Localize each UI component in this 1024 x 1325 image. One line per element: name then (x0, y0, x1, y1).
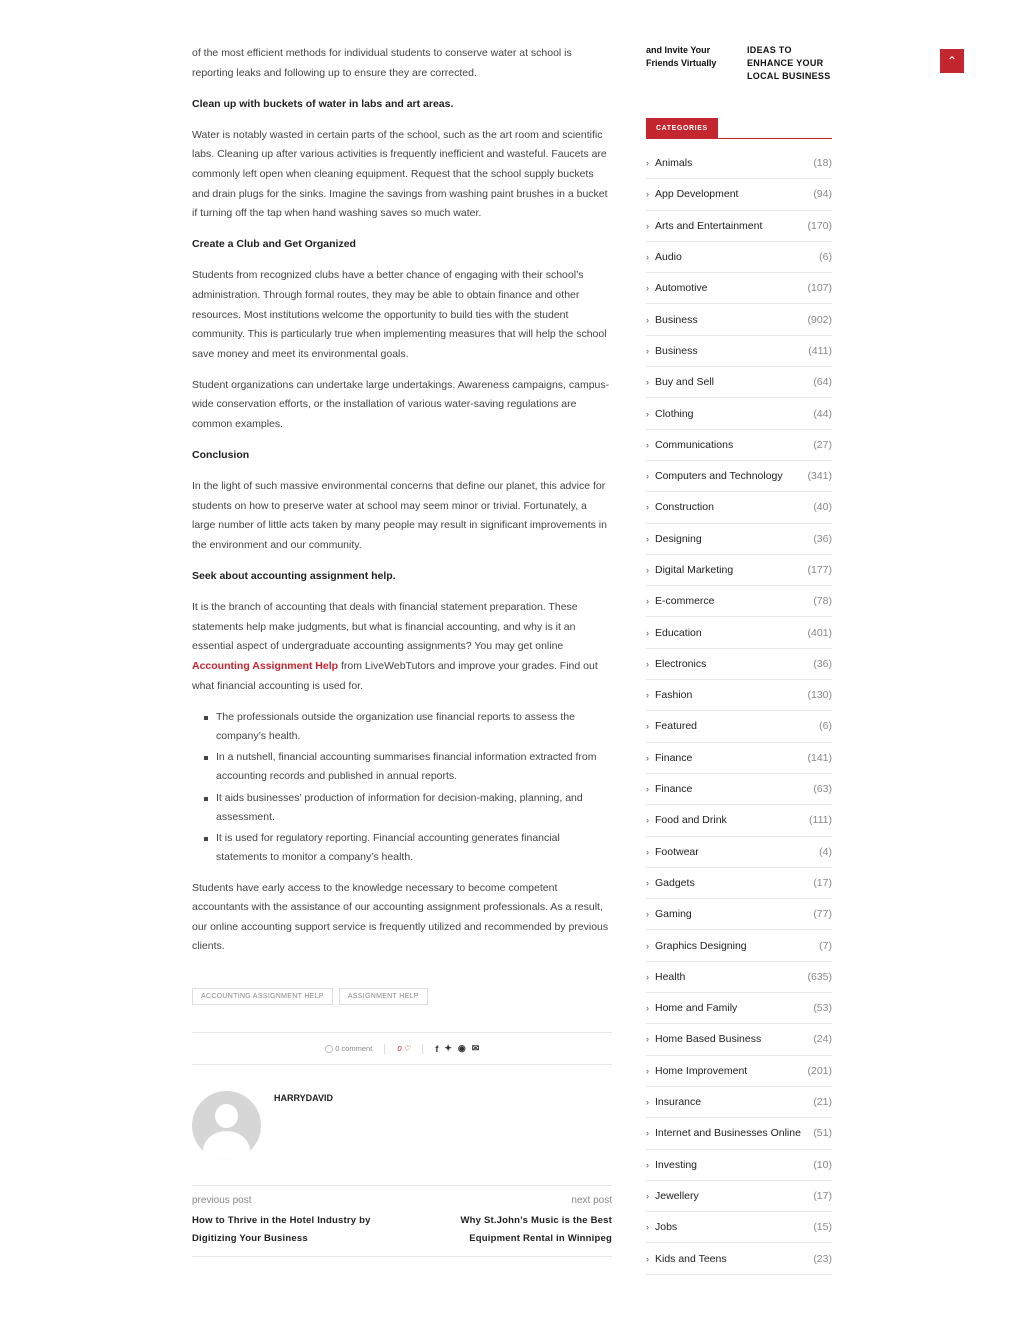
category-item[interactable] (646, 524, 832, 555)
comments-link[interactable] (325, 1044, 373, 1053)
chevron-right-icon: › (646, 158, 649, 169)
category-item[interactable] (646, 430, 832, 461)
category-item[interactable] (646, 242, 832, 273)
category-name: Home and Family (655, 1002, 738, 1015)
category-item[interactable] (646, 743, 832, 774)
category-item[interactable] (646, 680, 832, 711)
category-count: (177) (807, 564, 832, 576)
chevron-right-icon: › (646, 1003, 649, 1014)
category-count: (6) (819, 720, 832, 733)
category-name: Finance (655, 783, 693, 796)
category-count: (902) (807, 313, 832, 326)
category-count: (15) (813, 1221, 832, 1234)
category-count: (411) (808, 344, 832, 357)
chevron-right-icon: › (646, 1097, 649, 1108)
paragraph (192, 598, 612, 696)
post-navigation (192, 1185, 612, 1257)
category-item[interactable] (646, 179, 832, 210)
category-count: (130) (807, 689, 832, 702)
category-count: (78) (813, 595, 832, 608)
category-count: (341) (807, 470, 832, 483)
category-name: Audio (655, 251, 682, 264)
category-item[interactable] (646, 1024, 832, 1055)
category-name: Kids and Teens (655, 1252, 727, 1265)
chevron-right-icon: › (646, 658, 649, 669)
category-count: (23) (813, 1252, 832, 1265)
category-link[interactable] (646, 752, 692, 764)
category-name: Investing (655, 1158, 698, 1171)
category-item[interactable] (646, 586, 832, 617)
chevron-right-icon: › (646, 471, 649, 482)
chevron-right-icon: › (646, 971, 649, 982)
category-name: Communications (655, 438, 734, 451)
category-item[interactable] (646, 899, 832, 930)
category-item[interactable] (646, 993, 832, 1024)
category-item[interactable] (646, 555, 832, 586)
paragraph: Student organizations can undertake large undertakings. Awareness campaigns, campus-wide conservation efforts, or the installation of various water-saving regulations are common examples. (192, 378, 610, 430)
category-count: (44) (813, 407, 832, 420)
back-to-top-button[interactable] (940, 49, 964, 73)
category-item[interactable] (646, 1118, 832, 1149)
category-count: (401) (807, 626, 832, 639)
chevron-right-icon: › (646, 940, 649, 951)
category-link[interactable] (646, 971, 685, 983)
category-name: Jewellery (655, 1189, 699, 1202)
article-content (192, 44, 612, 1257)
paragraph-text: from LiveWebTutors and improve your grades. Find out what financial accounting is used for. (192, 659, 598, 692)
section-heading: Seek about accounting assignment help. (192, 570, 396, 583)
category-item[interactable] (646, 336, 832, 367)
category-item[interactable] (646, 211, 832, 242)
category-count: (17) (813, 876, 832, 889)
next-post (422, 1195, 612, 1246)
category-name: Gadgets (655, 876, 695, 889)
category-name: Electronics (655, 657, 707, 670)
chevron-right-icon: › (646, 439, 649, 450)
chevron-right-icon: › (646, 909, 649, 920)
category-count: (18) (813, 157, 832, 170)
chevron-up-icon: ⌃ (946, 54, 958, 68)
related-post-text: and Invite Your Friends Virtually (646, 45, 717, 68)
category-item[interactable] (646, 398, 832, 429)
category-name: Featured (655, 720, 698, 733)
category-name: Food and Drink (655, 814, 727, 827)
category-link[interactable] (646, 689, 692, 701)
share-bar (192, 1032, 612, 1065)
paragraph: of the most efficient methods for individual students to conserve water at school is reporting leaks and following up to ensure they are corrected. (192, 47, 572, 79)
category-link[interactable] (646, 314, 698, 326)
like-count: 0 (397, 1044, 402, 1053)
section-heading: Create a Club and Get Organized (192, 238, 356, 251)
category-count: (6) (819, 251, 832, 264)
category-item[interactable] (646, 868, 832, 899)
pinterest-icon[interactable]: ◉ (457, 1043, 466, 1053)
previous-post-title[interactable]: How to Thrive in the Hotel Industry by Digitizing Your Business (192, 1215, 371, 1244)
category-name: Clothing (655, 407, 694, 420)
category-name: Footwear (655, 845, 699, 858)
category-link[interactable] (646, 282, 708, 294)
accounting-assignment-help-link[interactable]: Accounting Assignment Help (192, 659, 339, 672)
category-link[interactable] (646, 251, 682, 263)
chevron-right-icon: › (646, 502, 649, 513)
category-count: (64) (813, 376, 832, 389)
category-item[interactable] (646, 962, 832, 993)
paragraph: In the light of such massive environmental concerns that define our planet, this advice for students on how to preserve water at school may seem minor or trivial. Fortunately, a large number of little acts taken by many people may result in significant improvements in the environment and our community. (192, 480, 607, 551)
category-count: (21) (813, 1096, 832, 1109)
category-item[interactable] (646, 649, 832, 680)
comment-icon: ◯ (324, 1044, 334, 1053)
avatar-body (203, 1131, 250, 1160)
previous-post (192, 1195, 382, 1246)
category-name: Arts and Entertainment (655, 219, 763, 232)
category-name: Construction (655, 501, 714, 514)
category-name: Gaming (655, 908, 692, 921)
chevron-right-icon: › (646, 627, 649, 638)
chevron-right-icon: › (646, 690, 649, 701)
chevron-right-icon: › (646, 1065, 649, 1076)
category-item[interactable] (646, 304, 832, 335)
avatar (192, 1091, 261, 1160)
category-link[interactable] (646, 1033, 761, 1045)
category-link[interactable] (646, 1127, 801, 1139)
category-name: Insurance (655, 1096, 702, 1109)
category-link[interactable] (646, 376, 714, 388)
next-post-title[interactable]: Why St.John’s Music is the Best Equipment Rental in Winnipeg (460, 1215, 612, 1244)
category-item[interactable] (646, 273, 832, 304)
category-link[interactable] (646, 157, 692, 169)
chevron-right-icon: › (646, 377, 649, 388)
category-link[interactable] (646, 220, 762, 232)
chevron-right-icon: › (646, 345, 649, 356)
category-count: (635) (807, 970, 832, 983)
category-link[interactable] (646, 908, 692, 920)
category-item[interactable] (646, 1056, 832, 1087)
chevron-right-icon: › (646, 283, 649, 294)
category-name: Internet and Businesses Online (655, 1127, 801, 1140)
category-item[interactable] (646, 837, 832, 868)
related-posts (646, 44, 832, 83)
sidebar (646, 44, 832, 1275)
categories-title: CATEGORIES (646, 118, 718, 139)
section-heading: Conclusion (192, 449, 250, 462)
next-post-label: next post (571, 1195, 612, 1206)
category-link[interactable] (646, 188, 738, 200)
category-count: (27) (813, 438, 832, 451)
chevron-right-icon: › (646, 846, 649, 857)
chevron-right-icon: › (646, 784, 649, 795)
category-item[interactable] (646, 774, 832, 805)
chevron-right-icon: › (646, 721, 649, 732)
category-link[interactable] (646, 470, 783, 482)
category-name: Home Based Business (655, 1033, 762, 1046)
category-item[interactable] (646, 930, 832, 961)
category-name: App Development (655, 188, 739, 201)
category-item[interactable] (646, 805, 832, 836)
chevron-right-icon: › (646, 252, 649, 263)
category-name: Health (655, 970, 686, 983)
category-link[interactable] (646, 533, 702, 545)
list-item: It aids businesses’ production of information for decision-making, planning, and assessment. (216, 789, 612, 827)
divider (422, 1044, 423, 1054)
category-link[interactable] (646, 940, 747, 952)
category-count: (201) (807, 1064, 832, 1077)
chevron-right-icon: › (646, 1253, 649, 1264)
category-name: Computers and Technology (655, 470, 783, 483)
chevron-right-icon: › (646, 1222, 649, 1233)
category-link[interactable] (646, 877, 695, 889)
category-item[interactable] (646, 1212, 832, 1243)
category-item[interactable] (646, 461, 832, 492)
paragraph-text: It is the branch of accounting that deals with financial statement preparation. These statements help make judgments, but what is financial accounting, and why is it an essential aspect of undergraduate accounting assignments? You may get online (192, 601, 578, 653)
categories-header (646, 117, 832, 139)
category-count: (63) (813, 783, 832, 796)
previous-post-label: previous post (192, 1195, 252, 1206)
chevron-right-icon: › (646, 565, 649, 575)
email-icon[interactable]: ✉ (471, 1043, 480, 1053)
tag-accounting-assignment-help[interactable]: ACCOUNTING ASSIGNMENT HELP (192, 988, 333, 1005)
category-name: Automotive (655, 282, 708, 295)
category-item[interactable] (646, 492, 832, 523)
section-heading: Clean up with buckets of water in labs and art areas. (192, 97, 454, 110)
category-count: (36) (813, 657, 832, 670)
category-link[interactable] (646, 658, 706, 670)
category-count: (170) (807, 219, 832, 232)
chevron-right-icon: › (646, 815, 649, 826)
category-count: (111) (809, 814, 832, 827)
category-link[interactable] (646, 1253, 727, 1265)
category-name: Business (655, 313, 698, 326)
category-count: (10) (813, 1158, 832, 1171)
category-count: (36) (813, 532, 832, 545)
category-count: (53) (813, 1002, 832, 1015)
category-link[interactable] (646, 595, 715, 607)
category-link[interactable] (646, 1221, 677, 1233)
category-name: Fashion (655, 689, 693, 702)
category-item[interactable] (646, 148, 832, 179)
category-link[interactable] (646, 1096, 701, 1108)
category-name: Jobs (655, 1221, 678, 1234)
chevron-right-icon: › (646, 220, 649, 231)
category-count: (17) (813, 1189, 832, 1202)
category-link[interactable] (646, 408, 694, 420)
tag-list (192, 988, 612, 1005)
category-link[interactable] (646, 501, 714, 513)
related-post-text: IDEAS TO ENHANCE YOUR LOCAL BUSINESS (747, 45, 831, 81)
author-name[interactable]: HARRYDAVID (274, 1093, 334, 1103)
category-count: (77) (813, 908, 832, 921)
category-count: (107) (807, 282, 832, 295)
chevron-right-icon: › (646, 752, 649, 763)
paragraph: Students from recognized clubs have a better chance of engaging with their school’s administration. Through formal routes, they may be able to obtain finance and other resources. Most institutions welcome the opportunity to build ties with the student community. This is particularly true when implementing measures that will help the school save money and meet its environmental goals. (192, 269, 607, 360)
category-name: E-commerce (655, 595, 715, 608)
category-link[interactable] (646, 1002, 737, 1014)
category-link[interactable] (646, 814, 727, 826)
chevron-right-icon: › (646, 314, 649, 325)
category-name: Animals (655, 157, 693, 170)
tag-assignment-help[interactable]: ASSIGNMENT HELP (339, 988, 428, 1005)
category-item[interactable] (646, 617, 832, 648)
facebook-icon[interactable]: f (435, 1043, 439, 1054)
category-link[interactable] (646, 1065, 747, 1077)
related-post-title[interactable] (646, 44, 734, 83)
category-name: Finance (655, 751, 693, 764)
list-item: The professionals outside the organization use financial reports to assess the company’s health. (216, 708, 612, 746)
category-count: (24) (813, 1033, 832, 1046)
category-item[interactable] (646, 367, 832, 398)
divider (384, 1044, 385, 1054)
list-item: It is used for regulatory reporting. Financial accounting generates financial statements to monitor a company’s health. (216, 829, 612, 867)
category-count: (40) (813, 501, 832, 514)
category-item[interactable] (646, 711, 832, 742)
twitter-icon[interactable]: ✦ (444, 1043, 452, 1053)
chevron-right-icon: › (646, 533, 649, 544)
chevron-right-icon: › (646, 1128, 649, 1139)
category-item[interactable] (646, 1243, 832, 1274)
category-link[interactable] (646, 1190, 699, 1202)
category-link[interactable] (646, 627, 702, 639)
category-name: Education (655, 626, 702, 639)
category-link[interactable] (646, 439, 733, 451)
category-item[interactable] (646, 1087, 832, 1118)
related-post-title[interactable] (747, 44, 835, 83)
category-item[interactable] (646, 1181, 832, 1212)
category-list (646, 148, 832, 1275)
chevron-right-icon: › (646, 596, 649, 607)
list-item: In a nutshell, financial accounting summarises financial information extracted from accounting records and published in annual reports. (216, 748, 612, 786)
author-box (192, 1091, 612, 1185)
category-name: Business (655, 344, 698, 357)
share-icons (435, 1043, 479, 1054)
category-name: Home Improvement (655, 1064, 748, 1077)
chevron-right-icon: › (646, 877, 649, 888)
category-count: (4) (819, 845, 832, 858)
category-link[interactable] (646, 846, 699, 858)
avatar-head (215, 1104, 238, 1128)
category-name: Digital Marketing (655, 564, 734, 576)
category-count: (94) (813, 188, 832, 201)
chevron-right-icon: › (646, 1034, 649, 1045)
paragraph: Students have early access to the knowledge necessary to become competent accountants with the assistance of our accounting assignment professionals. As a result, our online accounting support service is frequently utilized and recommended by previous clients. (192, 881, 609, 953)
category-count: (141) (807, 751, 832, 764)
category-count: (51) (813, 1127, 832, 1140)
category-name: Buy and Sell (655, 376, 714, 389)
category-name: Designing (655, 532, 702, 545)
chevron-right-icon: › (646, 1190, 649, 1201)
bullet-list (192, 708, 612, 868)
paragraph: Water is notably wasted in certain parts of the school, such as the art room and scientific labs. Cleaning up after various activities is frequently inefficient and wasteful. Faucets are commonly left open when cleaning equipment. Request that the school supply buckets and drain plugs for the sinks. Imagine the savings from washing paint brushes in a bucket if turning off the tap when hand washing saves so much water. (192, 128, 608, 220)
comment-count: 0 comment (335, 1044, 373, 1053)
like-button[interactable] (397, 1044, 410, 1053)
category-link[interactable] (646, 564, 733, 576)
category-link[interactable] (646, 1159, 697, 1171)
category-count: (7) (819, 939, 832, 952)
category-link[interactable] (646, 345, 698, 357)
category-link[interactable] (646, 720, 697, 732)
chevron-right-icon: › (646, 189, 649, 200)
category-item[interactable] (646, 1150, 832, 1181)
category-link[interactable] (646, 783, 692, 795)
category-name: Graphics Designing (655, 939, 747, 952)
chevron-right-icon: › (646, 1159, 649, 1170)
heart-icon: ♡ (403, 1044, 411, 1053)
chevron-right-icon: › (646, 408, 649, 419)
